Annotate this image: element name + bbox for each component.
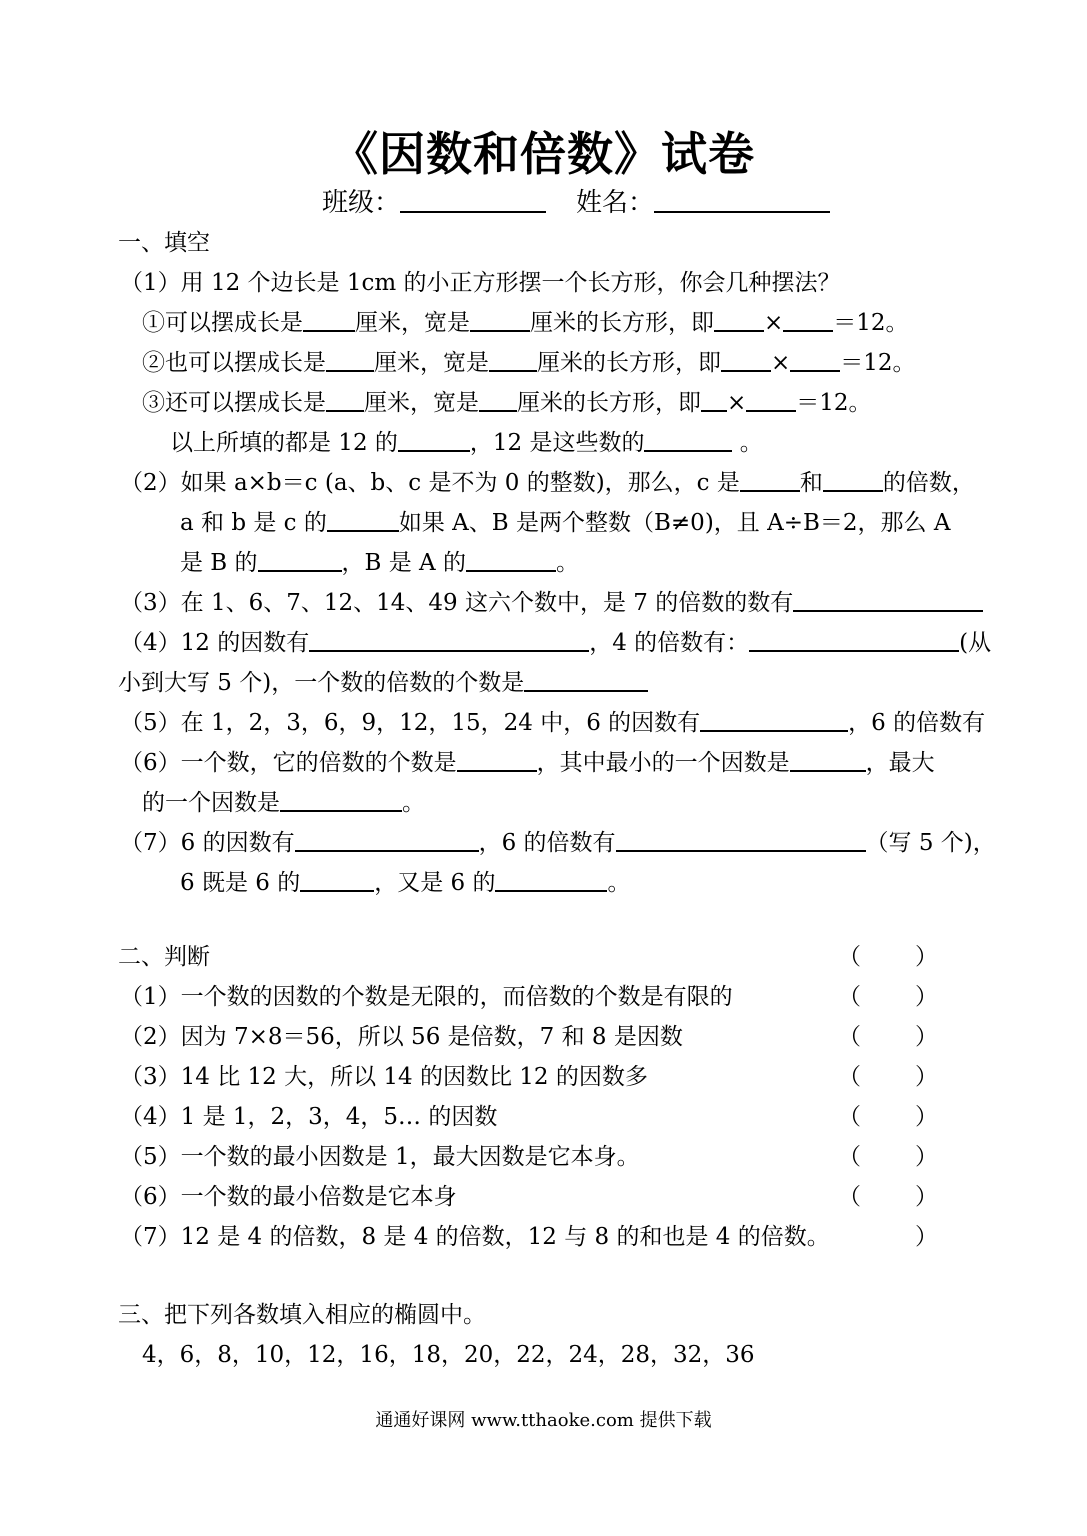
text: × — [764, 310, 784, 336]
q7-a-line — [120, 828, 996, 858]
q2-a-line — [120, 468, 975, 498]
blank[interactable] — [258, 548, 342, 572]
name-blank[interactable] — [654, 189, 830, 213]
text: （5）在 1，2，3，6，9，12，15，24 中，6 的因数有 — [120, 710, 701, 736]
judge-item-6: （6）一个数的最小倍数是它本身 — [120, 1184, 457, 1210]
text: 厘米，宽是 — [374, 350, 489, 376]
page-title: 《因数和倍数》试卷 — [332, 127, 755, 181]
class-label: 班级： — [322, 188, 401, 218]
text: 厘米的长方形，即 — [530, 310, 714, 336]
text: 如果 A、B 是两个整数（B≠0)，且 A÷B＝2，那么 A — [398, 510, 951, 536]
text: 小到大写 5 个)，一个数的倍数的个数是 — [118, 670, 525, 696]
blank[interactable] — [326, 348, 374, 372]
text: 厘米的长方形，即 — [537, 350, 721, 376]
q7-b-line — [180, 868, 630, 898]
q5-line — [120, 708, 985, 738]
judge-item-1: （1）一个数的因数的个数是无限的，而倍数的个数是有限的 — [120, 984, 733, 1010]
text: 6 既是 6 的 — [180, 870, 301, 896]
q4-b-line — [118, 668, 648, 698]
blank[interactable] — [793, 588, 983, 612]
blank[interactable] — [749, 628, 959, 652]
blank[interactable] — [327, 508, 399, 532]
text: 。 — [402, 790, 425, 816]
paren-left: （ — [838, 984, 861, 1010]
paren-right: ） — [915, 1144, 938, 1170]
q1-b-line — [142, 348, 916, 378]
class-blank[interactable] — [400, 189, 546, 213]
text: （4）12 的因数有 — [120, 630, 310, 656]
text: （写 5 个)， — [865, 830, 996, 856]
blank[interactable] — [644, 428, 732, 452]
text: ②也可以摆成长是 — [142, 350, 326, 376]
text: ①可以摆成长是 — [142, 310, 303, 336]
blank[interactable] — [790, 748, 866, 772]
text: a 和 b 是 c 的 — [180, 510, 327, 536]
q1-text: （1）用 12 个边长是 1cm 的小正方形摆一个长方形，你会几种摆法？ — [120, 270, 841, 296]
text: ，又是 6 的 — [374, 870, 496, 896]
text: （6）一个数，它的倍数的个数是 — [120, 750, 457, 776]
text: ＝12。 — [833, 310, 909, 336]
text: × — [727, 390, 747, 416]
judge-item-3: （3）14 比 12 大，所以 14 的因数比 12 的因数多 — [120, 1064, 648, 1090]
paren-left: （ — [838, 1104, 861, 1130]
blank[interactable] — [524, 668, 648, 692]
paren-right: ） — [915, 984, 938, 1010]
judge-item-4: （4）1 是 1，2，3，4，5… 的因数 — [120, 1104, 498, 1130]
text: 。 — [732, 430, 763, 456]
q6-b-line — [142, 788, 425, 818]
blank[interactable] — [740, 468, 800, 492]
blank[interactable] — [326, 388, 364, 412]
name-label: 姓名： — [576, 188, 655, 218]
paren-right: ） — [915, 944, 938, 970]
paren-right: ） — [915, 1104, 938, 1130]
blank[interactable] — [295, 828, 479, 852]
text: 。 — [555, 550, 579, 576]
blank[interactable] — [721, 348, 771, 372]
text: 的一个因数是 — [142, 790, 280, 816]
text: 厘米的长方形，即 — [517, 390, 701, 416]
text: ，B 是 A 的 — [341, 550, 466, 576]
section3-heading: 三、把下列各数填入相应的椭圆中。 — [118, 1302, 486, 1328]
text: 。 — [607, 870, 631, 896]
number-list: 4，6，8，10，12，16，18，20，22，24，28，32，36 — [142, 1342, 755, 1368]
text: 的倍数， — [882, 470, 975, 496]
judge-item-5: （5）一个数的最小因数是 1，最大因数是它本身。 — [120, 1144, 640, 1170]
text: ③还可以摆成长是 — [142, 390, 326, 416]
blank[interactable] — [495, 868, 607, 892]
blank[interactable] — [714, 308, 764, 332]
footer-text: 通通好课网 www.tthaoke.com 提供下载 — [375, 1410, 712, 1431]
header-line — [322, 186, 830, 220]
blank[interactable] — [303, 308, 355, 332]
paren-right: ） — [915, 1024, 938, 1050]
paren-right: ） — [915, 1224, 938, 1250]
blank[interactable] — [700, 708, 848, 732]
text: ＝12。 — [796, 390, 872, 416]
text: (从 — [959, 630, 992, 656]
blank[interactable] — [616, 828, 866, 852]
blank[interactable] — [790, 348, 840, 372]
paren-left: （ — [838, 1184, 861, 1210]
paren-right: ） — [915, 1184, 938, 1210]
q2-b-line — [180, 508, 950, 538]
text: 厘米，宽是 — [355, 310, 470, 336]
text: （2）如果 a×b＝c (a、b、c 是不为 0 的整数)，那么，c 是 — [120, 470, 740, 496]
q1-c-line — [142, 388, 872, 418]
text: ，6 的倍数有 — [478, 830, 616, 856]
text: 厘米，宽是 — [364, 390, 479, 416]
paren-left: （ — [838, 1064, 861, 1090]
paren-right: ） — [915, 1064, 938, 1090]
blank[interactable] — [280, 788, 402, 812]
text: （7）6 的因数有 — [120, 830, 295, 856]
blank[interactable] — [479, 388, 517, 412]
paren-left: （ — [838, 944, 861, 970]
q4-a-line — [120, 628, 991, 658]
judge-item-7: （7）12 是 4 的倍数，8 是 4 的倍数，12 与 8 的和也是 4 的倍数。 — [120, 1224, 830, 1250]
q2-c-line — [180, 548, 579, 578]
q1-a-line — [142, 308, 909, 338]
section1-heading: 一、填空 — [118, 230, 210, 256]
blank[interactable] — [489, 348, 537, 372]
paren-left: （ — [838, 1144, 861, 1170]
blank[interactable] — [470, 308, 530, 332]
blank[interactable] — [823, 468, 883, 492]
text: ，12 是这些数的 — [469, 430, 645, 456]
q1-d-line — [170, 428, 763, 458]
blank[interactable] — [398, 428, 470, 452]
q6-a-line — [120, 748, 935, 778]
blank[interactable] — [466, 548, 556, 572]
judge-item-2: （2）因为 7×8＝56，所以 56 是倍数，7 和 8 是因数 — [120, 1024, 683, 1050]
blank[interactable] — [300, 868, 374, 892]
blank[interactable] — [309, 628, 589, 652]
text: 和 — [799, 470, 823, 496]
text: ，其中最小的一个因数是 — [536, 750, 790, 776]
blank[interactable] — [701, 388, 727, 412]
q3-line — [120, 588, 983, 618]
blank[interactable] — [746, 388, 796, 412]
text: （3）在 1、6、7、12、14、49 这六个数中，是 7 的倍数的数有 — [120, 590, 794, 616]
blank[interactable] — [457, 748, 537, 772]
text: × — [771, 350, 791, 376]
text: ，4 的倍数有： — [589, 630, 750, 656]
text: ，6 的倍数有 — [848, 710, 986, 736]
text: ＝12。 — [840, 350, 916, 376]
blank[interactable] — [783, 308, 833, 332]
section2-heading: 二、判断 — [118, 944, 210, 970]
text: ，最大 — [865, 750, 935, 776]
paren-left: （ — [838, 1024, 861, 1050]
text: 以上所填的都是 12 的 — [170, 430, 398, 456]
text: 是 B 的 — [180, 550, 258, 576]
